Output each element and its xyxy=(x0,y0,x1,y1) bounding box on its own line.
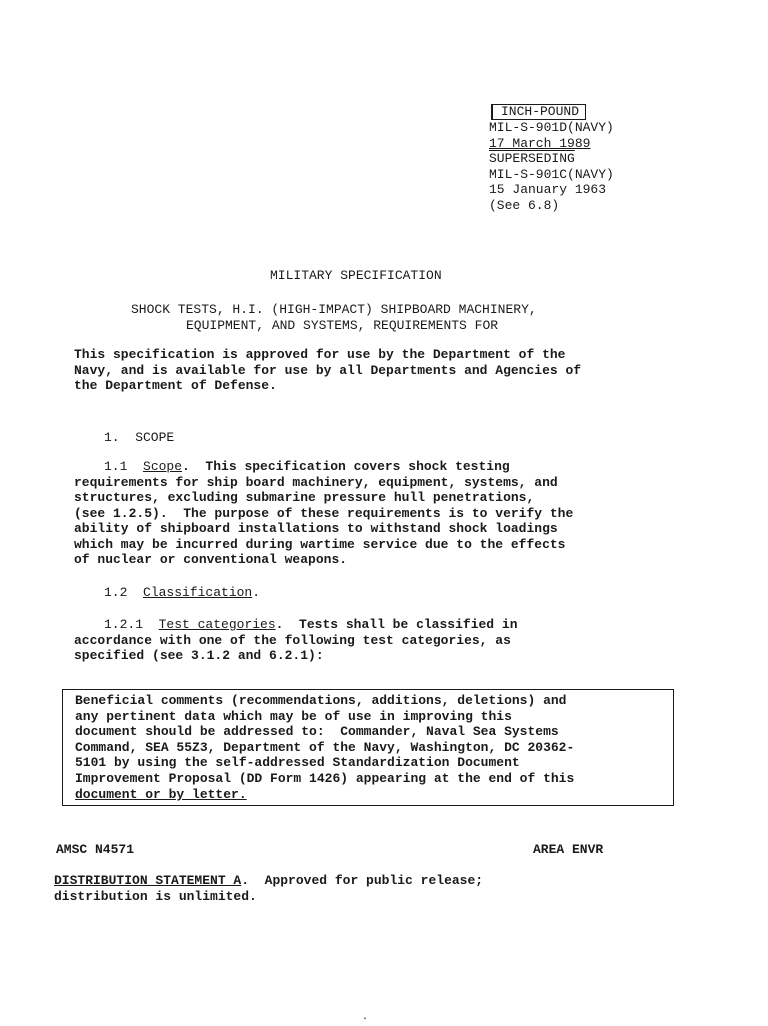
paragraph-1-2 xyxy=(104,585,260,601)
superseding-label: SUPERSEDING xyxy=(489,151,575,166)
distribution-second-line: distribution is unlimited. xyxy=(54,888,257,904)
paragraph-1-1 xyxy=(74,459,694,568)
comments-line: document or by letter. xyxy=(75,786,247,802)
spec-title-line-1: SHOCK TESTS, H.I. (HIGH-IMPACT) SHIPBOARD MACHINERY, xyxy=(131,302,537,317)
para-1-1-line: structures, excluding submarine pressure hull penetrations, xyxy=(74,490,535,505)
para-1-1-line: requirements for ship board machinery, equipment, systems, and xyxy=(74,474,558,490)
para-1-2-tail: . xyxy=(252,585,261,600)
superseded-id: MIL-S-901C(NAVY) xyxy=(489,166,614,182)
paragraph-1-2-1 xyxy=(74,617,694,664)
distribution-first-line: . Approved for public release; xyxy=(241,873,484,888)
para-1-1-line: ability of shipboard installations to withstand shock loadings xyxy=(74,521,558,536)
para-1-2-1-line: accordance with one of the following test categories, as xyxy=(74,632,511,648)
para-1-1-line: (see 1.2.5). The purpose of these requirements is to verify the xyxy=(74,505,574,521)
approval-paragraph xyxy=(74,347,694,394)
distribution-label: DISTRIBUTION STATEMENT A xyxy=(54,873,242,888)
para-1-2-1-number: 1.2.1 xyxy=(104,617,144,632)
doc-date: 17 March 1989 xyxy=(489,135,591,151)
page-mark: . xyxy=(362,1012,369,1023)
comments-line: Improvement Proposal (DD Form 1426) appearing at the end of this xyxy=(75,770,575,786)
para-1-2-title: Classification xyxy=(143,585,253,600)
approval-line: Navy, and is available for use by all Departments and Agencies of xyxy=(74,362,582,378)
area-code: AREA ENVR xyxy=(533,842,604,857)
comments-line: 5101 by using the self-addressed Standardization Document xyxy=(75,755,520,771)
comments-box xyxy=(62,689,674,806)
comments-line: Command, SEA 55Z3, Department of the Navy, Washington, DC 20362- xyxy=(75,739,575,755)
para-1-1-line: which may be incurred during wartime service due to the effects xyxy=(74,536,566,552)
approval-line: This specification is approved for use by the Department of the xyxy=(74,347,566,362)
spec-heading: MILITARY SPECIFICATION xyxy=(270,268,442,283)
para-1-2-1-title: Test categories xyxy=(158,617,276,632)
see-reference: (See 6.8) xyxy=(489,197,560,213)
para-1-1-line: of nuclear or conventional weapons. xyxy=(74,552,348,567)
para-1-2-1-line: specified (see 3.1.2 and 6.2.1): xyxy=(74,648,324,663)
para-1-1-title: Scope xyxy=(143,459,183,474)
approval-line: the Department of Defense. xyxy=(74,378,277,393)
spec-title-line-2: EQUIPMENT, AND SYSTEMS, REQUIREMENTS FOR xyxy=(186,318,499,333)
para-1-2-number: 1.2 xyxy=(104,585,128,600)
para-1-2-1-first-line: . Tests shall be classified in xyxy=(275,617,518,632)
para-1-1-first-line: . This specification covers shock testing xyxy=(182,459,510,474)
document-header-block xyxy=(489,104,614,213)
comments-line: Beneficial comments (recommendations, additions, deletions) and xyxy=(75,693,567,708)
para-1-1-number: 1.1 xyxy=(104,459,128,474)
section-scope-heading: 1. SCOPE xyxy=(104,430,175,445)
comments-line: any pertinent data which may be of use in improving this xyxy=(75,708,512,724)
distribution-statement xyxy=(54,873,483,904)
inch-pound-box: INCH-POUND xyxy=(491,104,586,120)
amsc-number: AMSC N4571 xyxy=(56,842,135,857)
doc-id: MIL-S-901D(NAVY) xyxy=(489,120,614,135)
superseded-date: 15 January 1963 xyxy=(489,182,607,197)
comments-line: document should be addressed to: Commander, Naval Sea Systems xyxy=(75,724,559,740)
